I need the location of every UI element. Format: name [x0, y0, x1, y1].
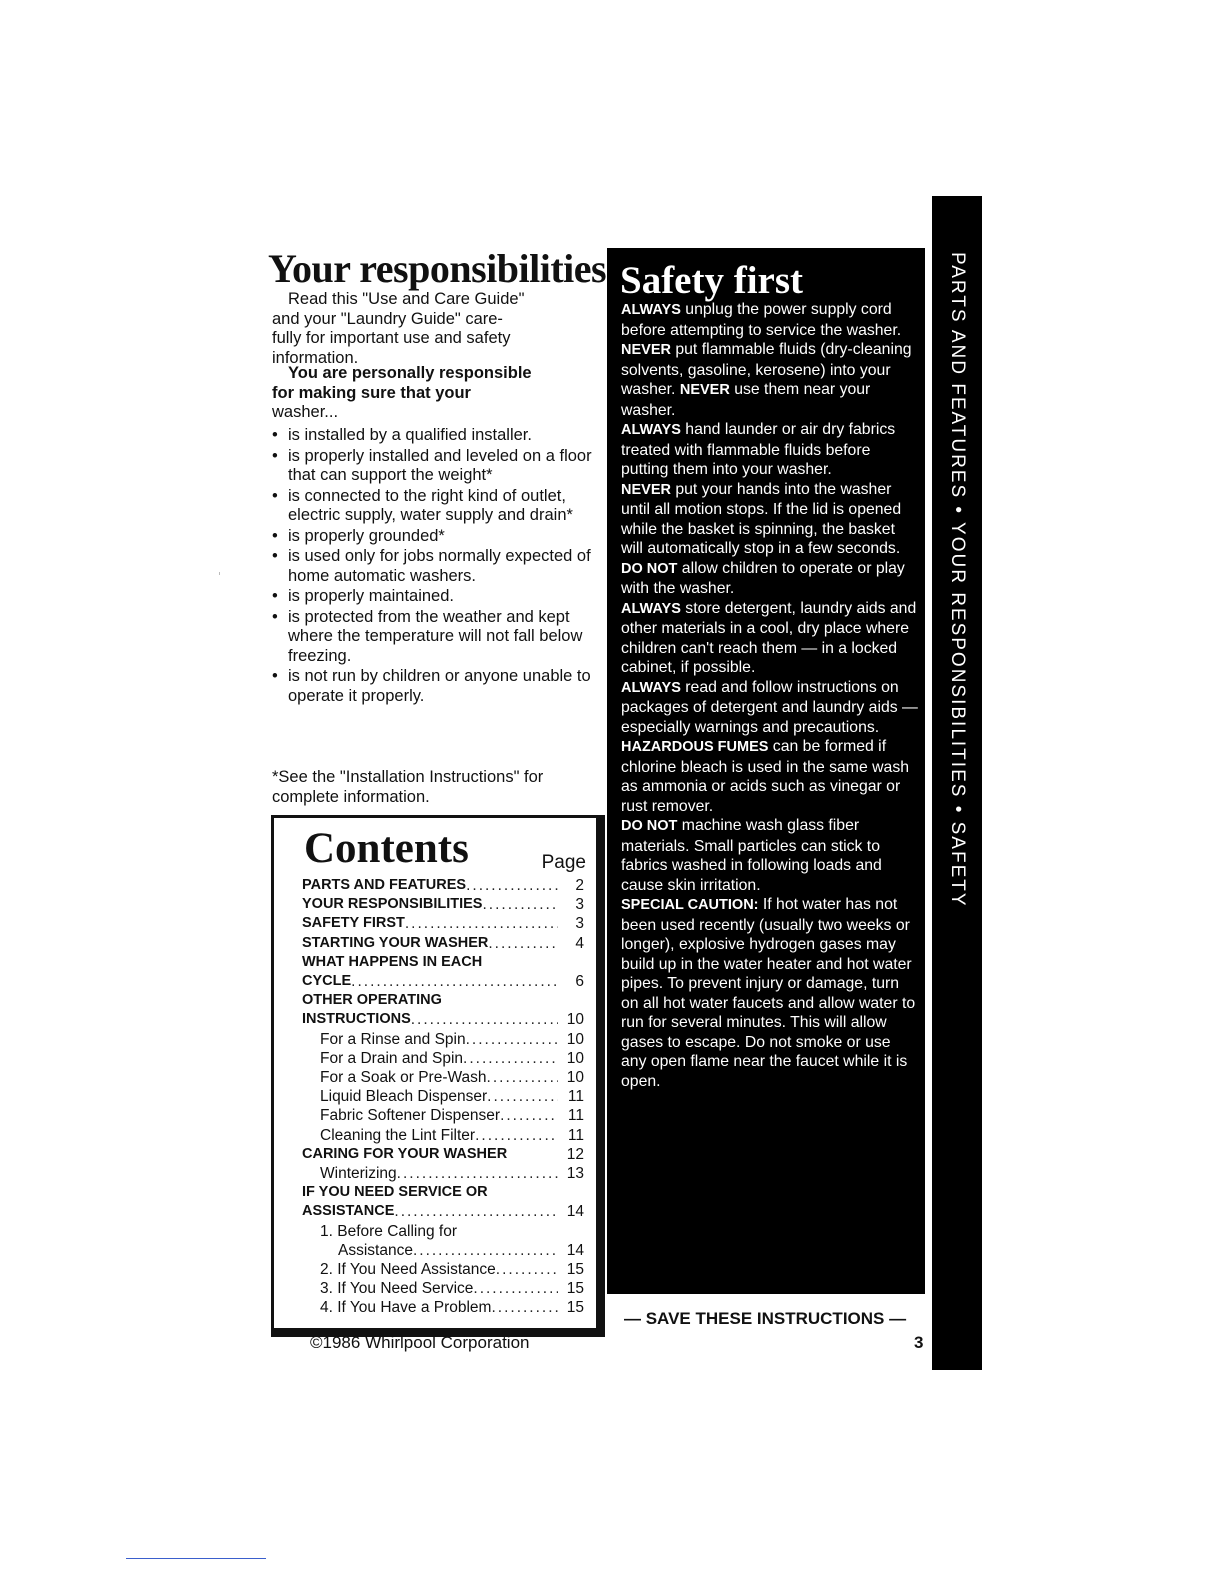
- safety-paragraph: [621, 340, 919, 420]
- list-item: • is connected to the right kind of outlet, electric supply, water supply and drain*: [272, 487, 594, 526]
- safety-keyword: SPECIAL CAUTION:: [621, 897, 759, 913]
- toc-page: 3: [575, 915, 584, 933]
- responsibilities-lead: [272, 364, 590, 423]
- toc-page: 2: [575, 877, 584, 894]
- toc-label: 2. If You Need Assistance: [320, 1261, 496, 1279]
- list-item: • is used only for jobs normally expected of home automatic washers.: [272, 547, 594, 586]
- safety-text: put your hands into the washer until all motion stops. If the lid is opened while the basket is spinning, the basket will automatically stop in a few seconds.: [621, 480, 902, 557]
- toc-label: For a Rinse and Spin: [320, 1030, 466, 1048]
- safety-text: hand launder or air dry fabrics treated with flammable fluids before putting them into your washer.: [621, 421, 896, 478]
- toc-label: CARING FOR YOUR WASHER: [302, 1145, 508, 1162]
- save-instructions-banner: — SAVE THESE INSTRUCTIONS —: [624, 1309, 907, 1328]
- toc-label: Winterizing: [320, 1165, 397, 1183]
- toc-label: Assistance: [338, 1241, 413, 1259]
- responsibilities-intro: [272, 290, 590, 368]
- toc-label: Cleaning the Lint Filter: [320, 1126, 476, 1144]
- toc-page: 15: [566, 1261, 584, 1279]
- safety-keyword: NEVER: [621, 342, 671, 358]
- toc-entry[interactable]: [302, 895, 584, 914]
- toc-page: 14: [566, 1241, 584, 1259]
- contents-box: [271, 815, 605, 1337]
- toc-label: YOUR RESPONSIBILITIES: [302, 896, 483, 913]
- installation-footnote: *See the "Installation Instructions" for complete information.: [272, 768, 544, 806]
- toc-page: 4: [575, 934, 584, 952]
- lead-line: washer...: [272, 403, 339, 421]
- toc-page: 11: [567, 1088, 584, 1106]
- toc-page: 10: [566, 1049, 584, 1067]
- toc-entry[interactable]: [302, 991, 584, 1010]
- toc-label: For a Drain and Spin: [320, 1049, 464, 1067]
- toc-entry[interactable]: [302, 1145, 584, 1164]
- scan-artifact-tick: [219, 572, 220, 575]
- toc-entry[interactable]: [302, 1164, 584, 1183]
- list-item: • is properly maintained.: [272, 587, 594, 607]
- toc-label: 4. If You Have a Problem: [320, 1299, 492, 1317]
- side-tab-label: PARTS AND FEATURES • YOUR RESPONSIBILITIES • SAFETY: [947, 252, 968, 908]
- safety-keyword: DO NOT: [621, 818, 678, 834]
- toc-page: 6: [575, 973, 584, 991]
- safety-text: allow children to operate or play with the washer.: [621, 559, 905, 597]
- toc-entry[interactable]: [302, 934, 584, 953]
- safety-paragraph: [621, 678, 919, 738]
- safety-paragraph: [621, 737, 919, 816]
- toc-entry[interactable]: [302, 972, 584, 991]
- safety-keyword: ALWAYS: [621, 679, 681, 696]
- contents-title: Contents: [304, 825, 469, 872]
- toc-label: IF YOU NEED SERVICE OR: [302, 1184, 488, 1201]
- toc-page: 3: [575, 896, 584, 914]
- toc-entry[interactable]: [302, 953, 584, 972]
- toc-page: 15: [566, 1280, 584, 1298]
- toc-label: SAFETY FIRST: [302, 915, 405, 932]
- safety-paragraph: [621, 599, 919, 678]
- toc-label: 1. Before Calling for: [320, 1222, 457, 1240]
- safety-keyword: NEVER: [621, 481, 671, 498]
- lead-line: for making sure that your: [272, 383, 471, 402]
- toc-entry[interactable]: [302, 876, 584, 895]
- intro-line: and your "Laundry Guide" care-: [272, 309, 503, 328]
- list-item: • is properly installed and leveled on a floor that can support the weight*: [272, 447, 594, 486]
- toc-entry[interactable]: [302, 1049, 584, 1068]
- toc-page: 10: [566, 1011, 584, 1029]
- toc-label: STARTING YOUR WASHER: [302, 934, 489, 951]
- toc-entry[interactable]: [302, 1260, 584, 1279]
- safety-paragraph: [621, 300, 919, 340]
- toc-label: PARTS AND FEATURES: [302, 877, 467, 893]
- toc-entry[interactable]: [302, 1298, 584, 1317]
- intro-line: Read this "Use and Care Guide": [288, 290, 525, 308]
- toc-entry[interactable]: [302, 1126, 584, 1145]
- toc-page: [558, 991, 584, 1010]
- safety-text: use them near your washer.: [621, 381, 871, 419]
- toc-entry[interactable]: [302, 1030, 584, 1049]
- intro-line: fully for important use and safety: [272, 329, 511, 347]
- toc-page: 15: [566, 1299, 584, 1317]
- safety-keyword: ALWAYS: [621, 422, 681, 438]
- safety-text: put flammable fluids (dry-cleaning solvents, gasoline, kerosene) into your washer.: [621, 341, 912, 398]
- safety-keyword: ALWAYS: [621, 600, 681, 617]
- safety-keyword: DO NOT: [621, 560, 678, 577]
- toc-page: 12: [566, 1145, 584, 1163]
- safety-paragraph: [621, 895, 919, 1091]
- list-item: • is installed by a qualified installer.: [272, 426, 594, 446]
- toc-page: 13: [566, 1165, 584, 1183]
- safety-paragraph: [621, 559, 919, 599]
- safety-text: can be formed if chlorine bleach is used in the same wash as ammonia or acids such as vinegar or rust remover.: [621, 738, 910, 815]
- safety-keyword: ALWAYS: [621, 302, 681, 318]
- toc-entry[interactable]: [302, 1202, 584, 1221]
- scan-artifact-line: [126, 1558, 266, 1559]
- toc-label: For a Soak or Pre-Wash: [320, 1069, 487, 1087]
- safety-text: If hot water has not been used recently (usually two weeks or longer), explosive hydrogen gases may build up in the water heater and hot water pipes. To prevent injury or damage, turn on all hot water faucets and allow water to run for several minutes. This will allow gases to escape. Do not smoke or use any open flame near the faucet while it is open.: [621, 896, 916, 1090]
- toc-label: ASSISTANCE: [302, 1203, 395, 1220]
- toc-page: [558, 1183, 584, 1202]
- list-item: • is properly grounded*: [272, 527, 594, 547]
- safety-text: unplug the power supply cord before attempting to service the washer.: [621, 301, 902, 339]
- safety-keyword: HAZARDOUS FUMES: [621, 739, 769, 755]
- toc-label: OTHER OPERATING: [302, 992, 442, 1009]
- safety-body: [621, 300, 919, 1091]
- page-number: 3: [914, 1333, 924, 1352]
- toc-page: 10: [566, 1030, 584, 1048]
- toc-entry[interactable]: [302, 1106, 584, 1125]
- lead-line: You are personally responsible: [288, 364, 532, 382]
- toc-entry[interactable]: [302, 914, 584, 933]
- toc-entry[interactable]: [302, 1068, 584, 1087]
- toc-label: Fabric Softener Dispenser: [320, 1107, 501, 1125]
- safety-text: read and follow instructions on packages of detergent and laundry aids — especially warnings and precautions.: [621, 678, 918, 736]
- section-side-tab: [932, 196, 982, 1370]
- responsibilities-list: [272, 426, 594, 707]
- intro-line: information.: [272, 348, 359, 367]
- toc-label: CYCLE: [302, 973, 352, 990]
- toc-label: INSTRUCTIONS: [302, 1011, 411, 1028]
- toc-label: WHAT HAPPENS IN EACH: [302, 953, 483, 970]
- list-item: • is not run by children or anyone unable to operate it properly.: [272, 667, 594, 706]
- toc-page: [558, 953, 584, 972]
- safety-paragraph: [621, 480, 919, 559]
- toc-label: Liquid Bleach Dispenser: [320, 1088, 488, 1106]
- toc-page: 11: [567, 1107, 584, 1125]
- table-of-contents: [302, 876, 584, 1318]
- safety-text: store detergent, laundry aids and other materials in a cool, dry place where children can't reach them — in a locked cabinet, if possible.: [621, 599, 917, 676]
- toc-entry[interactable]: [302, 1279, 584, 1298]
- toc-entry[interactable]: [302, 1010, 584, 1029]
- page-title-responsibilities: Your responsibilities: [268, 246, 607, 291]
- toc-label: 3. If You Need Service: [320, 1280, 474, 1298]
- safety-keyword: NEVER: [679, 382, 730, 398]
- toc-entry[interactable]: [302, 1087, 584, 1106]
- toc-page: 14: [566, 1203, 584, 1221]
- copyright-notice: ©1986 Whirlpool Corporation: [310, 1333, 530, 1352]
- safety-text: machine wash glass fiber materials. Small particles can stick to fabrics washed in following loads and cause skin irritation.: [621, 817, 882, 894]
- toc-entry[interactable]: [302, 1241, 584, 1260]
- contents-page-label: Page: [541, 852, 586, 873]
- toc-page: 11: [567, 1126, 584, 1144]
- toc-page: 10: [566, 1069, 584, 1087]
- toc-entry[interactable]: [302, 1222, 584, 1241]
- safety-paragraph: [621, 420, 919, 480]
- list-item: • is protected from the weather and kept where the temperature will not fall below freezing.: [272, 608, 594, 667]
- safety-paragraph: [621, 816, 919, 895]
- safety-title: Safety first: [620, 259, 804, 302]
- toc-entry[interactable]: [302, 1183, 584, 1202]
- safety-first-panel: [607, 248, 925, 1294]
- toc-page: [558, 1222, 584, 1241]
